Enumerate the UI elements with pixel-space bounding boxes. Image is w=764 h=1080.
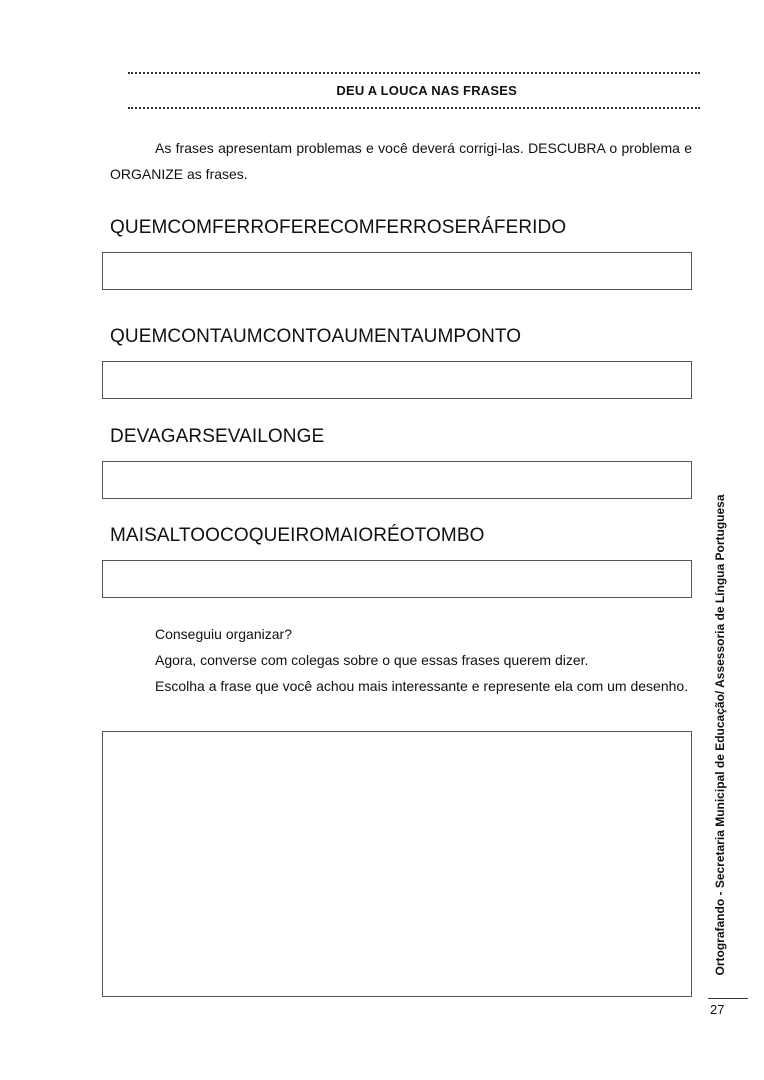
page-number: 27 <box>710 1002 725 1017</box>
question-3: Escolha a frase que você achou mais interessante e represente ela com um desenho. <box>155 678 689 694</box>
question-2: Agora, converse com colegas sobre o que essas frases querem dizer. <box>155 652 589 668</box>
answer-box-3[interactable] <box>102 461 692 499</box>
bottom-dotted-rule <box>128 107 700 109</box>
question-1: Conseguiu organizar? <box>155 626 292 642</box>
scrambled-phrase-2: QUEMCONTAUMCONTOAUMENTAUMPONTO <box>110 326 522 347</box>
scrambled-phrase-4: MAISALTOOCOQUEIROMAIORÉOTOMBO <box>110 525 485 546</box>
sidebar-credit-text: Ortografando - Secretaria Municipal de Educação/ Assessoria de Língua Portuguesa <box>713 494 727 976</box>
instructions-paragraph: As frases apresentam problemas e você deverá corrigi-las. DESCUBRA o problema e ORGANIZE as frases. <box>110 140 692 182</box>
top-dotted-rule <box>128 72 700 74</box>
drawing-box[interactable] <box>102 731 692 997</box>
answer-box-2[interactable] <box>102 361 692 399</box>
page-title-text: DEU A LOUCA NAS FRASES <box>336 83 517 98</box>
page-number-rule <box>708 998 748 999</box>
answer-box-4[interactable] <box>102 560 692 598</box>
page-title <box>128 83 700 98</box>
answer-box-1[interactable] <box>102 252 692 290</box>
scrambled-phrase-1: QUEMCOMFERROFERECOMFERROSERÁFERIDO <box>110 217 567 238</box>
scrambled-phrase-3: DEVAGARSEVAILONGE <box>110 426 325 447</box>
